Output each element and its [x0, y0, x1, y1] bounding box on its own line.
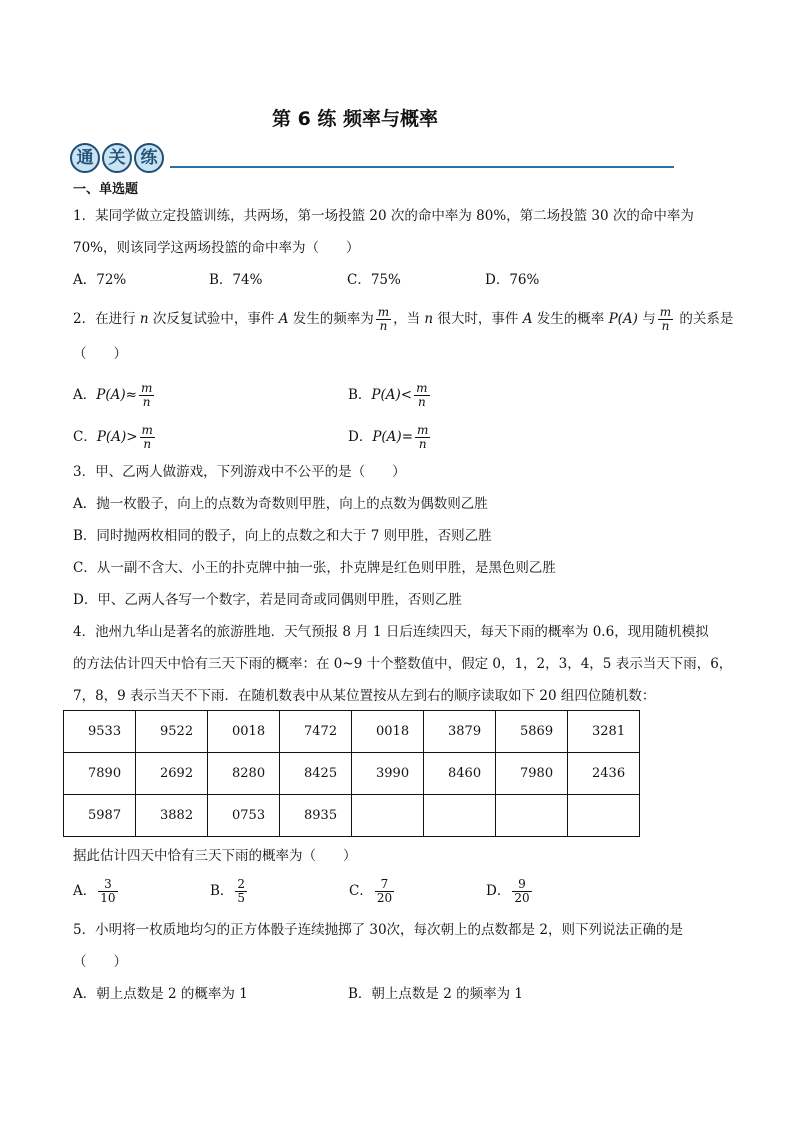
q4-option-b: B． $\frac{2}{5}$ [210, 877, 246, 905]
q5-option-a: A．朝上点数是 2 的概率为 1 [73, 986, 248, 1002]
table-row [64, 795, 640, 837]
q2-option-b: B．P(A)< $\frac{m}{n}$ [348, 381, 428, 409]
q3-option-a: A．抛一枚骰子，向上的点数为奇数则甲胜，向上的点数为偶数则乙胜 [73, 496, 488, 512]
q2-text: 次反复试验中，事件 [148, 311, 279, 327]
q2-text: 发生的频率为 [288, 311, 374, 327]
table-cell: 8280 [208, 753, 280, 795]
table-cell: 8460 [424, 753, 496, 795]
q2-text: 的关系是 [675, 311, 734, 327]
table-cell: 9533 [64, 711, 136, 753]
banner-divider [170, 166, 674, 168]
q3-option-b: B．同时抛两枚相同的骰子，向上的点数之和大于 7 则甲胜，否则乙胜 [73, 528, 492, 544]
table-cell: 3281 [568, 711, 640, 753]
q3-option-d: D．甲、乙两人各写一个数字，若是同奇或同偶则甲胜，否则乙胜 [73, 592, 462, 608]
table-cell: 3882 [136, 795, 208, 837]
banner-badge: 通 [70, 143, 100, 173]
q4-option-a: A． $\frac{3}{10}$ [73, 877, 116, 905]
section-heading: 一、单选题 [73, 182, 139, 197]
q2-text: 很大时，事件 [433, 311, 523, 327]
q1-option-c: C．75% [347, 272, 401, 288]
q2-option-c: C．P(A)> $\frac{m}{n}$ [73, 423, 153, 451]
table-row [64, 711, 640, 753]
q4-question: 据此估计四天中恰有三天下雨的概率为（ ） [73, 848, 357, 864]
q2-probability: P(A) [608, 311, 638, 327]
q3-stem: 3．甲、乙两人做游戏，下列游戏中不公平的是（ ） [73, 464, 406, 480]
q2-fraction-m-over-n: $\frac{m}{n}$ [377, 305, 390, 333]
section-banner [70, 143, 674, 181]
q2-fraction-m-over-n: $\frac{m}{n}$ [659, 305, 672, 333]
q4-stem-line2: 的方法估计四天中恰有三天下雨的概率：在 0~9 十个整数值中，假定 0，1，2，3，4，5 表示当天下雨，6， [73, 656, 733, 672]
table-cell: 0018 [208, 711, 280, 753]
q2-var-a: A [522, 311, 533, 327]
q5-stem: 5．小明将一枚质地均匀的正方体骰子连续抛掷了 30次，每次朝上的点数都是 2，则下列说法正确的是 [73, 922, 683, 938]
q2-text: 2．在进行 [73, 311, 140, 327]
q1-stem-line2: 70%，则该同学这两场投篮的命中率为（ ） [73, 240, 360, 256]
q4-stem-line3: 7，8，9 表示当天不下雨．在随机数表中从某位置按从左到右的顺序读取如下 20 组四位随机数： [73, 688, 656, 704]
q2-stem [73, 306, 733, 333]
q4-option-c: C． $\frac{7}{20}$ [349, 877, 393, 905]
q4-option-d: D． $\frac{9}{20}$ [486, 877, 530, 905]
table-cell: 3990 [352, 753, 424, 795]
q3-option-c: C．从一副不含大、小王的扑克牌中抽一张，扑克牌是红色则甲胜，是黑色则乙胜 [73, 560, 556, 576]
table-cell [496, 795, 568, 837]
table-cell: 3879 [424, 711, 496, 753]
q1-option-a: A．72% [73, 272, 127, 288]
table-cell [424, 795, 496, 837]
table-cell: 0018 [352, 711, 424, 753]
table-cell [568, 795, 640, 837]
q1-option-b: B．74% [209, 272, 263, 288]
q2-blank: （ ） [73, 346, 127, 362]
table-cell: 7890 [64, 753, 136, 795]
q2-option-a: A．P(A)≈ $\frac{m}{n}$ [73, 381, 153, 409]
banner-badge: 关 [102, 143, 132, 173]
q2-text: ，当 [393, 311, 425, 327]
table-cell: 8425 [280, 753, 352, 795]
table-cell: 7980 [496, 753, 568, 795]
banner-badge: 练 [134, 143, 164, 173]
q4-stem-line1: 4．池州九华山是著名的旅游胜地．天气预报 8 月 1 日后连续四天，每天下雨的概率为 0.6，现用随机模拟 [73, 624, 709, 640]
q2-option-d: D．P(A)= $\frac{m}{n}$ [348, 423, 429, 451]
q2-text: 发生的概率 [532, 311, 609, 327]
table-cell: 5987 [64, 795, 136, 837]
q2-var-n: n [424, 311, 434, 327]
q5-blank: （ ） [73, 954, 127, 970]
table-cell: 5869 [496, 711, 568, 753]
q2-text: 与 [637, 311, 656, 327]
table-cell: 7472 [280, 711, 352, 753]
q1-option-d: D．76% [485, 272, 540, 288]
q1-stem-line1: 1．某同学做立定投篮训练，共两场，第一场投篮 20 次的命中率为 80%，第二场投篮 30 次的命中率为 [73, 208, 694, 224]
table-cell [352, 795, 424, 837]
table-cell: 9522 [136, 711, 208, 753]
table-row [64, 753, 640, 795]
q2-var-a: A [278, 311, 289, 327]
q2-var-n: n [139, 311, 149, 327]
q5-option-b: B．朝上点数是 2 的频率为 1 [348, 986, 523, 1002]
page-title: 第 6 练 频率与概率 [271, 108, 439, 130]
table-cell: 2436 [568, 753, 640, 795]
table-cell: 2692 [136, 753, 208, 795]
table-cell: 8935 [280, 795, 352, 837]
table-cell: 0753 [208, 795, 280, 837]
random-number-table [63, 710, 640, 837]
